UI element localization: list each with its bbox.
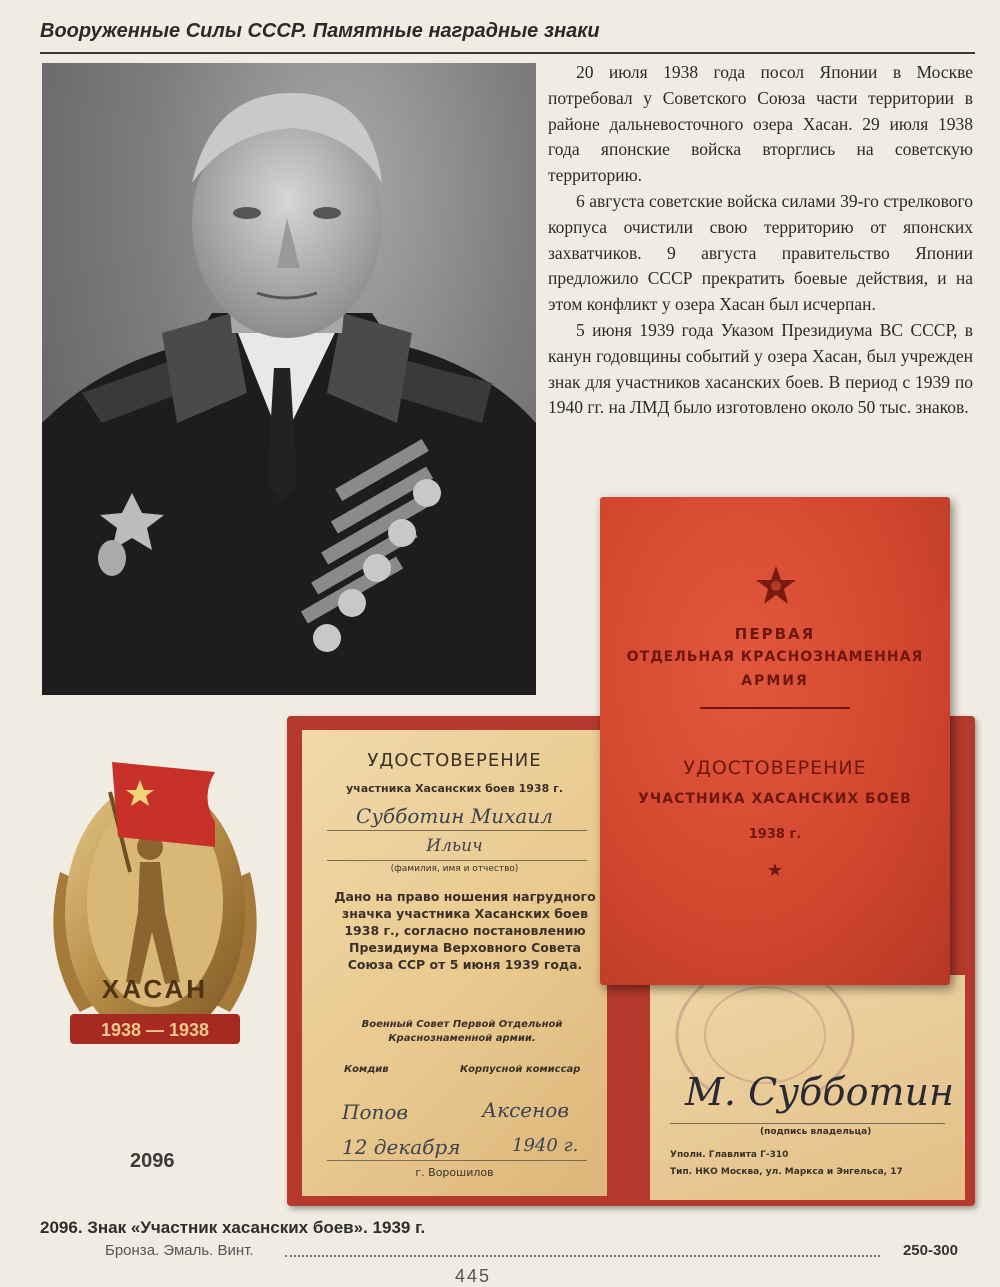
item-caption-title: 2096. Знак «Участник хасанских боев». 1939 г. xyxy=(40,1218,426,1237)
owner-name-handwritten: Субботин Михаил xyxy=(356,804,553,828)
dotted-leader xyxy=(285,1255,880,1257)
article-paragraph: 5 июня 1939 года Указом Президиума ВС СССР, в канун годовщины событий у озера Хасан, был учрежден знак для участников хасанских боев. В период с 1939 по 1940 гг. на ЛМД было изготовлено около 50 тыс. знаков. xyxy=(548,319,973,418)
certificate-left-page xyxy=(302,730,607,1196)
cover-small-star-icon: ★ xyxy=(766,860,784,881)
header-rule xyxy=(40,52,975,54)
certificate-subtitle: участника Хасанских боев 1938 г. xyxy=(346,782,563,795)
certificate-body-text: Дано на право ношения нагрудного значка участника Хасанских боев 1938 г., согласно постановлению Президиума Верховного Совета Союза ССР от 5 июня 1939 года. xyxy=(334,889,596,972)
article-paragraph: 20 июля 1938 года посол Японии в Москве потребовал у Советского Союза части территории в районе дальневосточного озера Хасан. 29 июля 1938 года японские войска вторглись на советскую территорию. xyxy=(548,62,973,186)
cover-line3: АРМИЯ xyxy=(741,673,809,689)
role-komdiv: Комдив xyxy=(344,1064,389,1075)
cover-year: 1938 г. xyxy=(748,827,802,842)
signature-caption: (подпись владельца) xyxy=(760,1127,872,1137)
item-caption-details xyxy=(105,1242,960,1262)
cover-divider xyxy=(700,707,850,709)
badge-illustration xyxy=(40,752,270,1062)
certificate-right-page xyxy=(650,975,965,1200)
signature-popov: Попов xyxy=(342,1100,409,1124)
cover-title: УДОСТОВЕРЕНИЕ xyxy=(683,757,867,779)
censor-note: Уполн. Главлита Г-310 xyxy=(670,1150,789,1160)
owner-patronymic-handwritten: Ильич xyxy=(426,836,483,856)
issue-place: г. Ворошилов xyxy=(415,1166,494,1179)
issue-date-handwritten: 12 декабря xyxy=(342,1135,461,1159)
owner-signature: М. Субботин xyxy=(685,1070,954,1114)
item-materials: Бронза. Эмаль. Винт. xyxy=(105,1242,254,1259)
name-field-caption: (фамилия, имя и отчество) xyxy=(390,864,519,874)
article-paragraph: 6 августа советские войска силами 39-го стрелкового корпуса очистили свою территорию от японских захватчиков. 9 августа правительство Японии предложило СССР прекратить боевые действия, и на этом конфликт у озера Хасан был исчерпан. xyxy=(548,190,973,315)
certificate-cover xyxy=(600,497,950,985)
signature-aksenov: Аксенов xyxy=(482,1098,569,1122)
printer-note: Тип. НКО Москва, ул. Маркса и Энгельса, 17 xyxy=(670,1167,903,1177)
badge-number: 2096 xyxy=(130,1150,175,1172)
cover-line1: ПЕРВАЯ xyxy=(734,625,816,643)
issue-year-handwritten: 1940 г. xyxy=(512,1135,579,1156)
page-header-title: Вооруженные Силы СССР. Памятные наградные знаки xyxy=(40,20,600,42)
badge-years: 1938 — 1938 xyxy=(100,1020,210,1040)
cover-subtitle: УЧАСТНИКА ХАСАНСКИХ БОЕВ xyxy=(638,791,912,807)
badge-word: ХАСАН xyxy=(101,974,209,1004)
item-price: 250-300 xyxy=(902,1242,958,1259)
role-commissar: Корпусной комиссар xyxy=(460,1064,581,1075)
council-text: Военный Совет Первой Отдельной Краснознаменной армии. xyxy=(361,1019,563,1044)
certificate-title: УДОСТОВЕРЕНИЕ xyxy=(367,750,542,771)
khasan-badge-photo xyxy=(40,752,270,1062)
cover-line2: ОТДЕЛЬНАЯ КРАСНОЗНАМЕННАЯ xyxy=(626,649,924,665)
article-text xyxy=(548,60,973,421)
page-number: 445 xyxy=(455,1266,492,1286)
portrait-illustration xyxy=(42,63,536,695)
general-portrait-photo xyxy=(42,63,536,695)
red-star-emblem-icon xyxy=(755,565,797,605)
